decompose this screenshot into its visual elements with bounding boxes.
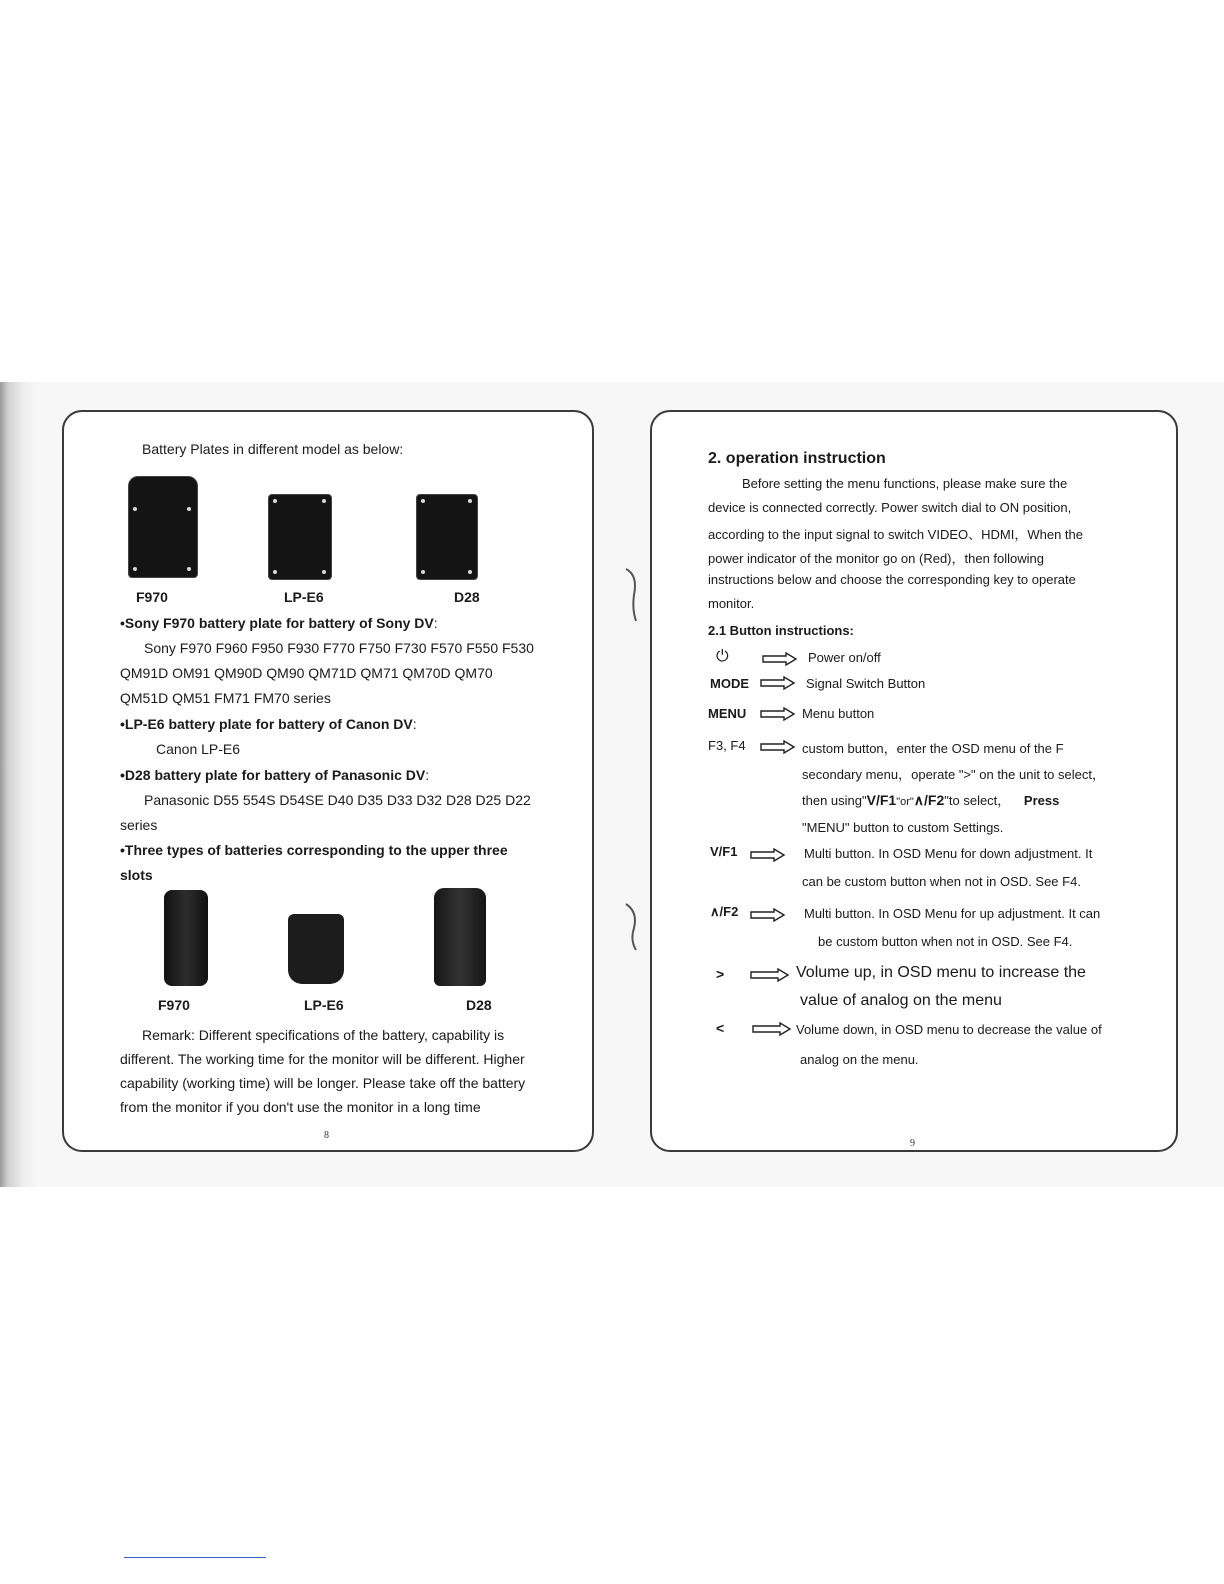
panasonic-title: •D28 battery plate for battery of Panasonic DV: bbox=[120, 767, 430, 783]
volume-down-desc: Volume down, in OSD menu to decrease the value of bbox=[796, 1022, 1102, 1037]
remark-line: different. The working time for the monitor will be different. Higher bbox=[120, 1051, 525, 1067]
f1-desc: Multi button. In OSD Menu for down adjustment. It bbox=[804, 846, 1093, 861]
sony-title: •Sony F970 battery plate for battery of Sony DV: bbox=[120, 615, 438, 631]
volume-up-desc: value of analog on the menu bbox=[800, 992, 1002, 1009]
f1-desc: can be custom button when not in OSD. See F4. bbox=[802, 874, 1081, 889]
subsection-title: 2.1 Button instructions: bbox=[708, 623, 854, 638]
arrow-right-icon bbox=[750, 968, 790, 982]
scan-left-edge-shadow bbox=[0, 382, 38, 1187]
f2-desc: Multi button. In OSD Menu for up adjustment. It can bbox=[804, 906, 1101, 921]
volume-down-desc: analog on the menu. bbox=[800, 1052, 919, 1067]
binding-ring-icon bbox=[622, 900, 640, 960]
power-icon: ⏻ bbox=[716, 646, 729, 665]
sony-models-line: QM51D QM51 FM71 FM70 series bbox=[120, 690, 331, 706]
intro-line: power indicator of the monitor go on (Red)，then following bbox=[708, 551, 1045, 566]
canon-title: •LP-E6 battery plate for battery of Canon DV: bbox=[120, 716, 417, 732]
intro-line: device is connected correctly. Power switch dial to ON position, bbox=[708, 500, 1072, 515]
f970-plate-image bbox=[128, 476, 198, 578]
panasonic-models-line: series bbox=[120, 817, 158, 833]
battery-label-lp-e6: LP-E6 bbox=[304, 997, 344, 1013]
arrow-right-icon bbox=[750, 848, 786, 862]
arrow-right-icon bbox=[760, 707, 796, 721]
blue-underline-mark bbox=[124, 1557, 266, 1558]
manual-page-9 bbox=[650, 410, 1178, 1152]
sony-models-line: QM91D OM91 QM90D QM90 QM71D QM71 QM70D QM70 bbox=[120, 665, 493, 681]
menu-key: MENU bbox=[708, 706, 747, 721]
page-number: 8 bbox=[324, 1130, 329, 1141]
f3-f4-desc: "MENU" button to custom Settings. bbox=[802, 820, 1004, 835]
batteries-title: slots bbox=[120, 867, 153, 883]
f3-f4-desc: secondary menu，operate ">" on the unit to select， bbox=[802, 767, 1105, 782]
binding-ring-icon bbox=[622, 565, 640, 625]
panasonic-models-line: Panasonic D55 554S D54SE D40 D35 D33 D32 D28 D25 D22 bbox=[144, 792, 531, 808]
menu-desc: Menu button bbox=[802, 706, 875, 721]
remark-line: capability (working time) will be longer. Please take off the battery bbox=[120, 1075, 526, 1091]
plate-label-f970: F970 bbox=[136, 589, 168, 605]
mode-key: MODE bbox=[710, 676, 749, 691]
f970-battery-image bbox=[164, 890, 208, 986]
sony-models-line: Sony F970 F960 F950 F930 F770 F750 F730 F570 F550 F530 bbox=[144, 640, 534, 656]
plate-label-d28: D28 bbox=[454, 589, 480, 605]
arrow-right-icon bbox=[752, 1022, 792, 1036]
arrow-right-icon bbox=[760, 740, 796, 754]
canon-models-line: Canon LP-E6 bbox=[156, 741, 241, 757]
intro-line: Before setting the menu functions, please make sure the bbox=[742, 476, 1068, 491]
intro-line: instructions below and choose the corresponding key to operate bbox=[708, 572, 1076, 587]
d28-plate-image bbox=[416, 494, 478, 580]
power-desc: Power on/off bbox=[808, 650, 881, 665]
remark-line: from the monitor if you don't use the monitor in a long time bbox=[120, 1099, 481, 1115]
arrow-right-icon bbox=[760, 676, 796, 690]
volume-up-desc: Volume up, in OSD menu to increase the bbox=[796, 964, 1086, 981]
battery-label-f970: F970 bbox=[158, 997, 190, 1013]
f3-f4-desc: custom button，enter the OSD menu of the F bbox=[802, 741, 1064, 756]
batteries-title: •Three types of batteries corresponding to the upper three bbox=[120, 842, 508, 858]
f3-f4-desc: then using"V/F1"or"∧/F2"to select， Press bbox=[802, 792, 1060, 808]
section-title: 2. operation instruction bbox=[708, 450, 886, 467]
volume-down-key: < bbox=[716, 1020, 725, 1036]
f2-key: ∧/F2 bbox=[710, 904, 739, 919]
arrow-right-icon bbox=[762, 652, 798, 666]
plate-label-lp-e6: LP-E6 bbox=[284, 589, 324, 605]
lp-e6-plate-image bbox=[268, 494, 332, 580]
intro-line: according to the input signal to switch VIDEO、HDMI，When the bbox=[708, 527, 1083, 542]
f2-desc: be custom button when not in OSD. See F4. bbox=[818, 934, 1073, 949]
intro-line: monitor. bbox=[708, 596, 755, 611]
d28-battery-image bbox=[434, 888, 486, 986]
arrow-right-icon bbox=[750, 908, 786, 922]
plates-heading: Battery Plates in different model as below: bbox=[142, 441, 404, 457]
lp-e6-battery-image bbox=[288, 914, 344, 984]
f3-f4-key: F3, F4 bbox=[708, 738, 746, 753]
mode-desc: Signal Switch Button bbox=[806, 676, 926, 691]
remark-line: Remark: Different specifications of the battery, capability is bbox=[142, 1027, 505, 1043]
manual-page-8 bbox=[62, 410, 594, 1152]
page-number: 9 bbox=[910, 1138, 915, 1149]
battery-label-d28: D28 bbox=[466, 997, 492, 1013]
volume-up-key: > bbox=[716, 966, 725, 982]
f1-key: V/F1 bbox=[710, 844, 738, 859]
